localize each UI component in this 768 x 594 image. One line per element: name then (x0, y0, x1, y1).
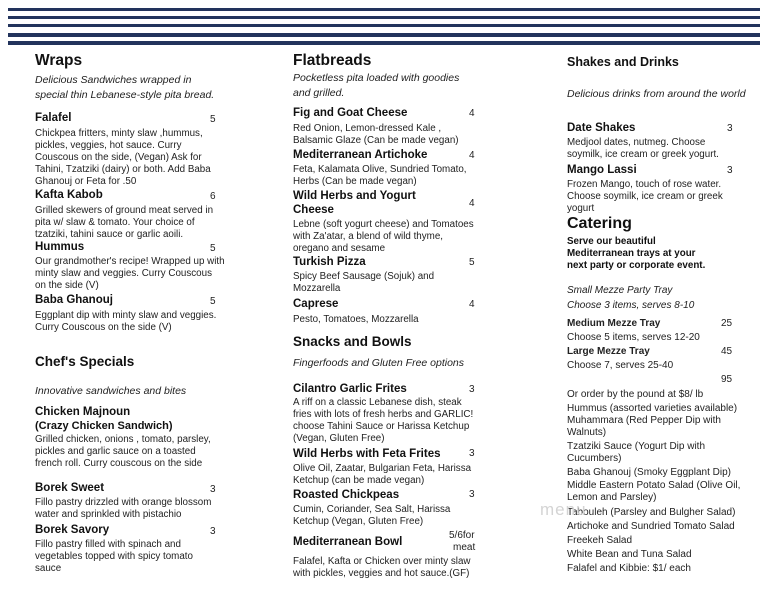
menu-item-name: Date Shakes (567, 122, 636, 134)
menu-item-desc: Spicy Beef Sausage (Sojuk) and Mozzarella (293, 271, 435, 295)
menu-item-name: Kafta Kabob (35, 189, 103, 201)
menu-item-desc: Olive Oil, Zaatar, Bulgarian Feta, Harissa Ketchup (can be made vegan) (293, 463, 472, 487)
menu-item-price: 3 (727, 165, 733, 176)
wraps-subtitle: Delicious Sandwiches wrapped in special thin Lebanese-style pita bread. (35, 74, 215, 101)
menu-item-name: Borek Savory (35, 524, 110, 536)
catering-list-item: Artichoke and Sundried Tomato Salad (567, 521, 735, 532)
menu-item-desc: Our grandmother's recipe! Wrapped up with minty slaw and veggies. Curry Couscous on the side (V) (35, 256, 225, 292)
menu-item-name: Hummus (35, 241, 85, 253)
large-tray-label: Large Mezze Tray (567, 346, 650, 357)
large-tray-choose: Choose 7, serves 25-40 (567, 360, 674, 371)
menu-item-desc: Fillo pastry filled with spinach and vegetables topped with spicy tomato sauce (35, 539, 193, 575)
menu-item-name: Wild Herbs with Feta Frites (293, 448, 441, 460)
menu-item-price: 3 (210, 484, 216, 495)
menu-item-desc: Medjool dates, nutmeg. Choose soymilk, ice cream or greek yogurt. (567, 137, 719, 161)
menu-item-name: Fig and Goat Cheese (293, 107, 408, 119)
catering-list-item: Tzatziki Sauce (Yogurt Dip with Cucumbers) (567, 441, 706, 465)
watermark: menu (540, 500, 587, 519)
menu-item-desc: Falafel, Kafta or Chicken over minty slaw with pickles, veggies and hot sauce.(GF) (293, 556, 471, 580)
medium-tray-label: Medium Mezze Tray (567, 318, 661, 329)
menu-item-subname: (Crazy Chicken Sandwich) (35, 420, 173, 432)
menu-item-price: 3 (469, 384, 475, 395)
snacks-title: Snacks and Bowls (293, 334, 412, 349)
small-tray-choose: Choose 3 items, serves 8-10 (567, 300, 695, 311)
stripe (8, 16, 760, 19)
menu-item-desc: Lebne (soft yogurt cheese) and Tomatoes with Za'atar, a blend of wild thyme, oregano and sesame (293, 219, 474, 255)
chefs-specials-title: Chef's Specials (35, 354, 135, 369)
menu-item-name: Wild Herbs and Yogurt Cheese (293, 190, 416, 216)
catering-list-item: Baba Ghanouj (Smoky Eggplant Dip) (567, 467, 731, 478)
menu-item-price: 5 (210, 296, 216, 307)
menu-item-name: Mediterranean Bowl (293, 536, 403, 548)
catering-list-item: Tabouleh (Parsley and Bulgher Salad) (567, 507, 736, 518)
menu-item-price: 5 (210, 114, 216, 125)
snacks-subtitle: Fingerfoods and Gluten Free options (293, 357, 465, 369)
menu-item-desc: Eggplant dip with minty slaw and veggies. Curry Couscous on the side (V) (35, 310, 217, 334)
menu-item-desc: Chickpea fritters, minty slaw ,hummus, pickles, veggies, hot sauce. Curry Couscous on the side, (Vegan) Ask for Tahini, Tzatziki (dairy) or both. Add Baba Ghanouj or Feta for .50 (35, 128, 211, 188)
catering-list-item: Muhammara (Red Pepper Dip with Walnuts) (567, 415, 721, 439)
catering-list-item: White Bean and Tuna Salad (567, 549, 692, 560)
menu-item-name: Mediterranean Artichoke (293, 149, 428, 161)
stripe (8, 24, 760, 27)
menu-item-price: 3 (469, 448, 475, 459)
flatbreads-subtitle: Pocketless pita loaded with goodies and grilled. (293, 72, 460, 99)
menu-item-price: 3 (727, 123, 733, 134)
menu-item-price: 3 (469, 489, 475, 500)
menu-item-price: 5 (210, 243, 216, 254)
menu-item-desc: Red Onion, Lemon-dressed Kale , Balsamic Glaze (Can be made vegan) (293, 123, 459, 147)
stripe (8, 41, 760, 45)
menu-item-desc: A riff on a classic Lebanese dish, steak fries with lots of fresh herbs and GARLIC! choose Tahini Sauce or Harissa Ketchup (Vegan, Gluten Free) (293, 397, 474, 445)
menu-item-price: 4 (469, 108, 475, 119)
menu-item-name: Baba Ghanouj (35, 294, 113, 306)
menu-item-desc: Pesto, Tomatoes, Mozzarella (293, 314, 419, 325)
shakes-subtitle: Delicious drinks from around the world (567, 88, 746, 100)
menu-item-price: 6 (210, 191, 216, 202)
menu-item-name: Falafel (35, 112, 72, 124)
menu-item-price: 3 (210, 526, 216, 537)
menu-item-name: Turkish Pizza (293, 256, 366, 268)
catering-list-item: Freekeh Salad (567, 535, 633, 546)
medium-tray-price: 25 (721, 318, 733, 329)
menu-item-desc: Fillo pastry drizzled with orange blossom water and sprinkled with pistachio (35, 497, 212, 521)
menu-item-name: Caprese (293, 298, 339, 310)
menu-item-price-note: meat (453, 542, 476, 553)
chefs-specials-subtitle: Innovative sandwiches and bites (35, 385, 187, 397)
menu-item-desc: Feta, Kalamata Olive, Sundried Tomato, Herbs (Can be made vegan) (293, 164, 467, 188)
menu-item-desc: Grilled chicken, onions , tomato, parsley, pickles and garlic sauce on a toasted french roll. Curry couscous on the side (35, 434, 211, 470)
menu-item-name: Chicken Majnoun (35, 406, 131, 418)
menu-item-desc: Frozen Mango, touch of rose water. Choose soymilk, ice cream or greek yogurt (567, 179, 723, 215)
header-stripes (8, 8, 760, 46)
catering-list-item: Middle Eastern Potato Salad (Olive Oil, Lemon and Parsley) (567, 480, 741, 504)
catering-title: Catering (567, 215, 632, 232)
menu-item-name: Roasted Chickpeas (293, 489, 400, 501)
shakes-title: Shakes and Drinks (567, 55, 679, 69)
small-tray-label: Small Mezze Party Tray (567, 285, 673, 296)
menu-item-name: Cilantro Garlic Frites (293, 383, 407, 395)
by-pound-text: Or order by the pound at $8/ lb (567, 389, 704, 400)
wraps-title: Wraps (35, 52, 83, 69)
menu-item-price: 5 (469, 257, 475, 268)
stripe (8, 8, 760, 11)
menu-item-price: 4 (469, 299, 475, 310)
extra-tray-price: 95 (721, 374, 733, 385)
menu-item-price: 4 (469, 198, 475, 209)
medium-tray-choose: Choose 5 items, serves 12-20 (567, 332, 700, 343)
menu-item-name: Borek Sweet (35, 482, 105, 494)
menu-item-price: 4 (469, 150, 475, 161)
menu-item-price: 5/6for (449, 530, 475, 541)
flatbreads-title: Flatbreads (293, 52, 372, 69)
menu-item-desc: Cumin, Coriander, Sea Salt, Harissa Ketchup (Vegan, Gluten Free) (293, 504, 451, 528)
catering-list-item: Falafel and Kibbie: $1/ each (567, 563, 691, 574)
stripe (8, 33, 760, 37)
menu-item-desc: Grilled skewers of ground meat served in pita w/ slaw & tomato. Your choice of tzatziki, tahini sauce or garlic aoili. (35, 205, 214, 241)
menu-item-name: Mango Lassi (567, 164, 637, 176)
large-tray-price: 45 (721, 346, 733, 357)
catering-list-item: Hummus (assorted varieties available) (567, 403, 738, 414)
catering-intro: Serve our beautiful Mediterranean trays at your next party or corporate event. (567, 236, 706, 272)
